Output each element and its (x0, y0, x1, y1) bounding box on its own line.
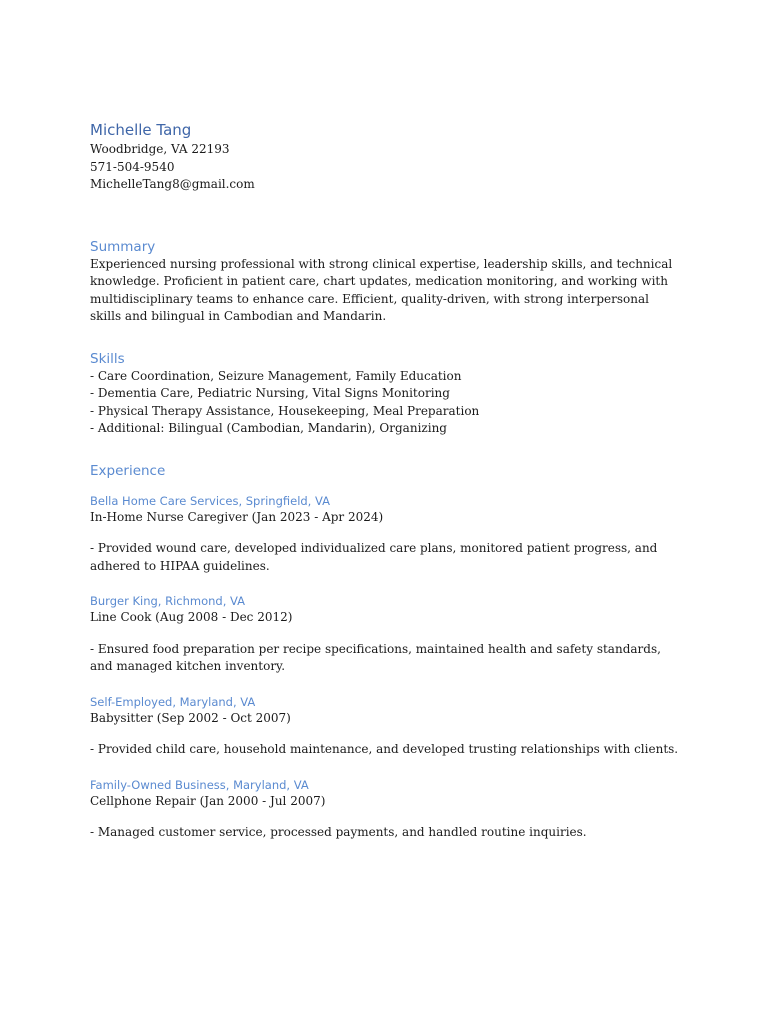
summary-text: Experienced nursing professional with strong clinical expertise, leadership skills, and technical knowledge. Proficient in patient care, chart updates, medication monitoring, and working with multidisciplinary teams to enhance care. Efficient, quality-driven, with strong interpersonal skills and bilingual in Cambodian and Mandarin. (90, 256, 673, 323)
job-employer: Bella Home Care Services, Springfield, VA (90, 493, 330, 508)
job-role: Line Cook (Aug 2008 - Dec 2012) (90, 610, 293, 624)
job-description: - Provided child care, household maintenance, and developed trusting relationships with clients. (90, 742, 679, 756)
job-employer: Self-Employed, Maryland, VA (90, 694, 256, 709)
resume-document (90, 120, 680, 842)
skills-section (90, 350, 680, 438)
job-employer: Burger King, Richmond, VA (90, 594, 246, 608)
skill-item: - Care Coordination, Seizure Management, Family Education (90, 368, 462, 383)
job-description: - Ensured food preparation per recipe specifications, maintained health and safety standards, and managed kitchen inventory. (90, 641, 661, 673)
skill-item: - Dementia Care, Pediatric Nursing, Vital Signs Monitoring (90, 386, 450, 400)
candidate-location: Woodbridge, VA 22193 (90, 142, 230, 156)
candidate-name: Michelle Tang (90, 121, 192, 139)
job-role: Cellphone Repair (Jan 2000 - Jul 2007) (90, 793, 326, 808)
skills-heading: Skills (90, 350, 125, 367)
job-entry (90, 694, 680, 759)
job-entry (90, 493, 680, 576)
job-description: - Provided wound care, developed individualized care plans, monitored patient progress, and adhered to HIPAA guidelines. (90, 541, 658, 573)
job-employer: Family-Owned Business, Maryland, VA (90, 777, 309, 792)
skill-item: - Additional: Bilingual (Cambodian, Mandarin), Organizing (90, 421, 447, 435)
job-role: In-Home Nurse Caregiver (Jan 2023 - Apr 2024) (90, 509, 384, 524)
candidate-phone: 571-504-9540 (90, 159, 175, 174)
job-description: - Managed customer service, processed payments, and handled routine inquiries. (90, 825, 587, 839)
summary-section (90, 238, 680, 326)
job-entry (90, 777, 680, 842)
job-role: Babysitter (Sep 2002 - Oct 2007) (90, 710, 291, 725)
experience-heading: Experience (90, 462, 166, 479)
summary-heading: Summary (90, 238, 156, 255)
candidate-email: MichelleTang8@gmail.com (90, 177, 255, 191)
skill-item: - Physical Therapy Assistance, Housekeeping, Meal Preparation (90, 403, 480, 418)
experience-section (90, 462, 680, 842)
resume-header (90, 120, 680, 194)
job-entry (90, 593, 680, 676)
